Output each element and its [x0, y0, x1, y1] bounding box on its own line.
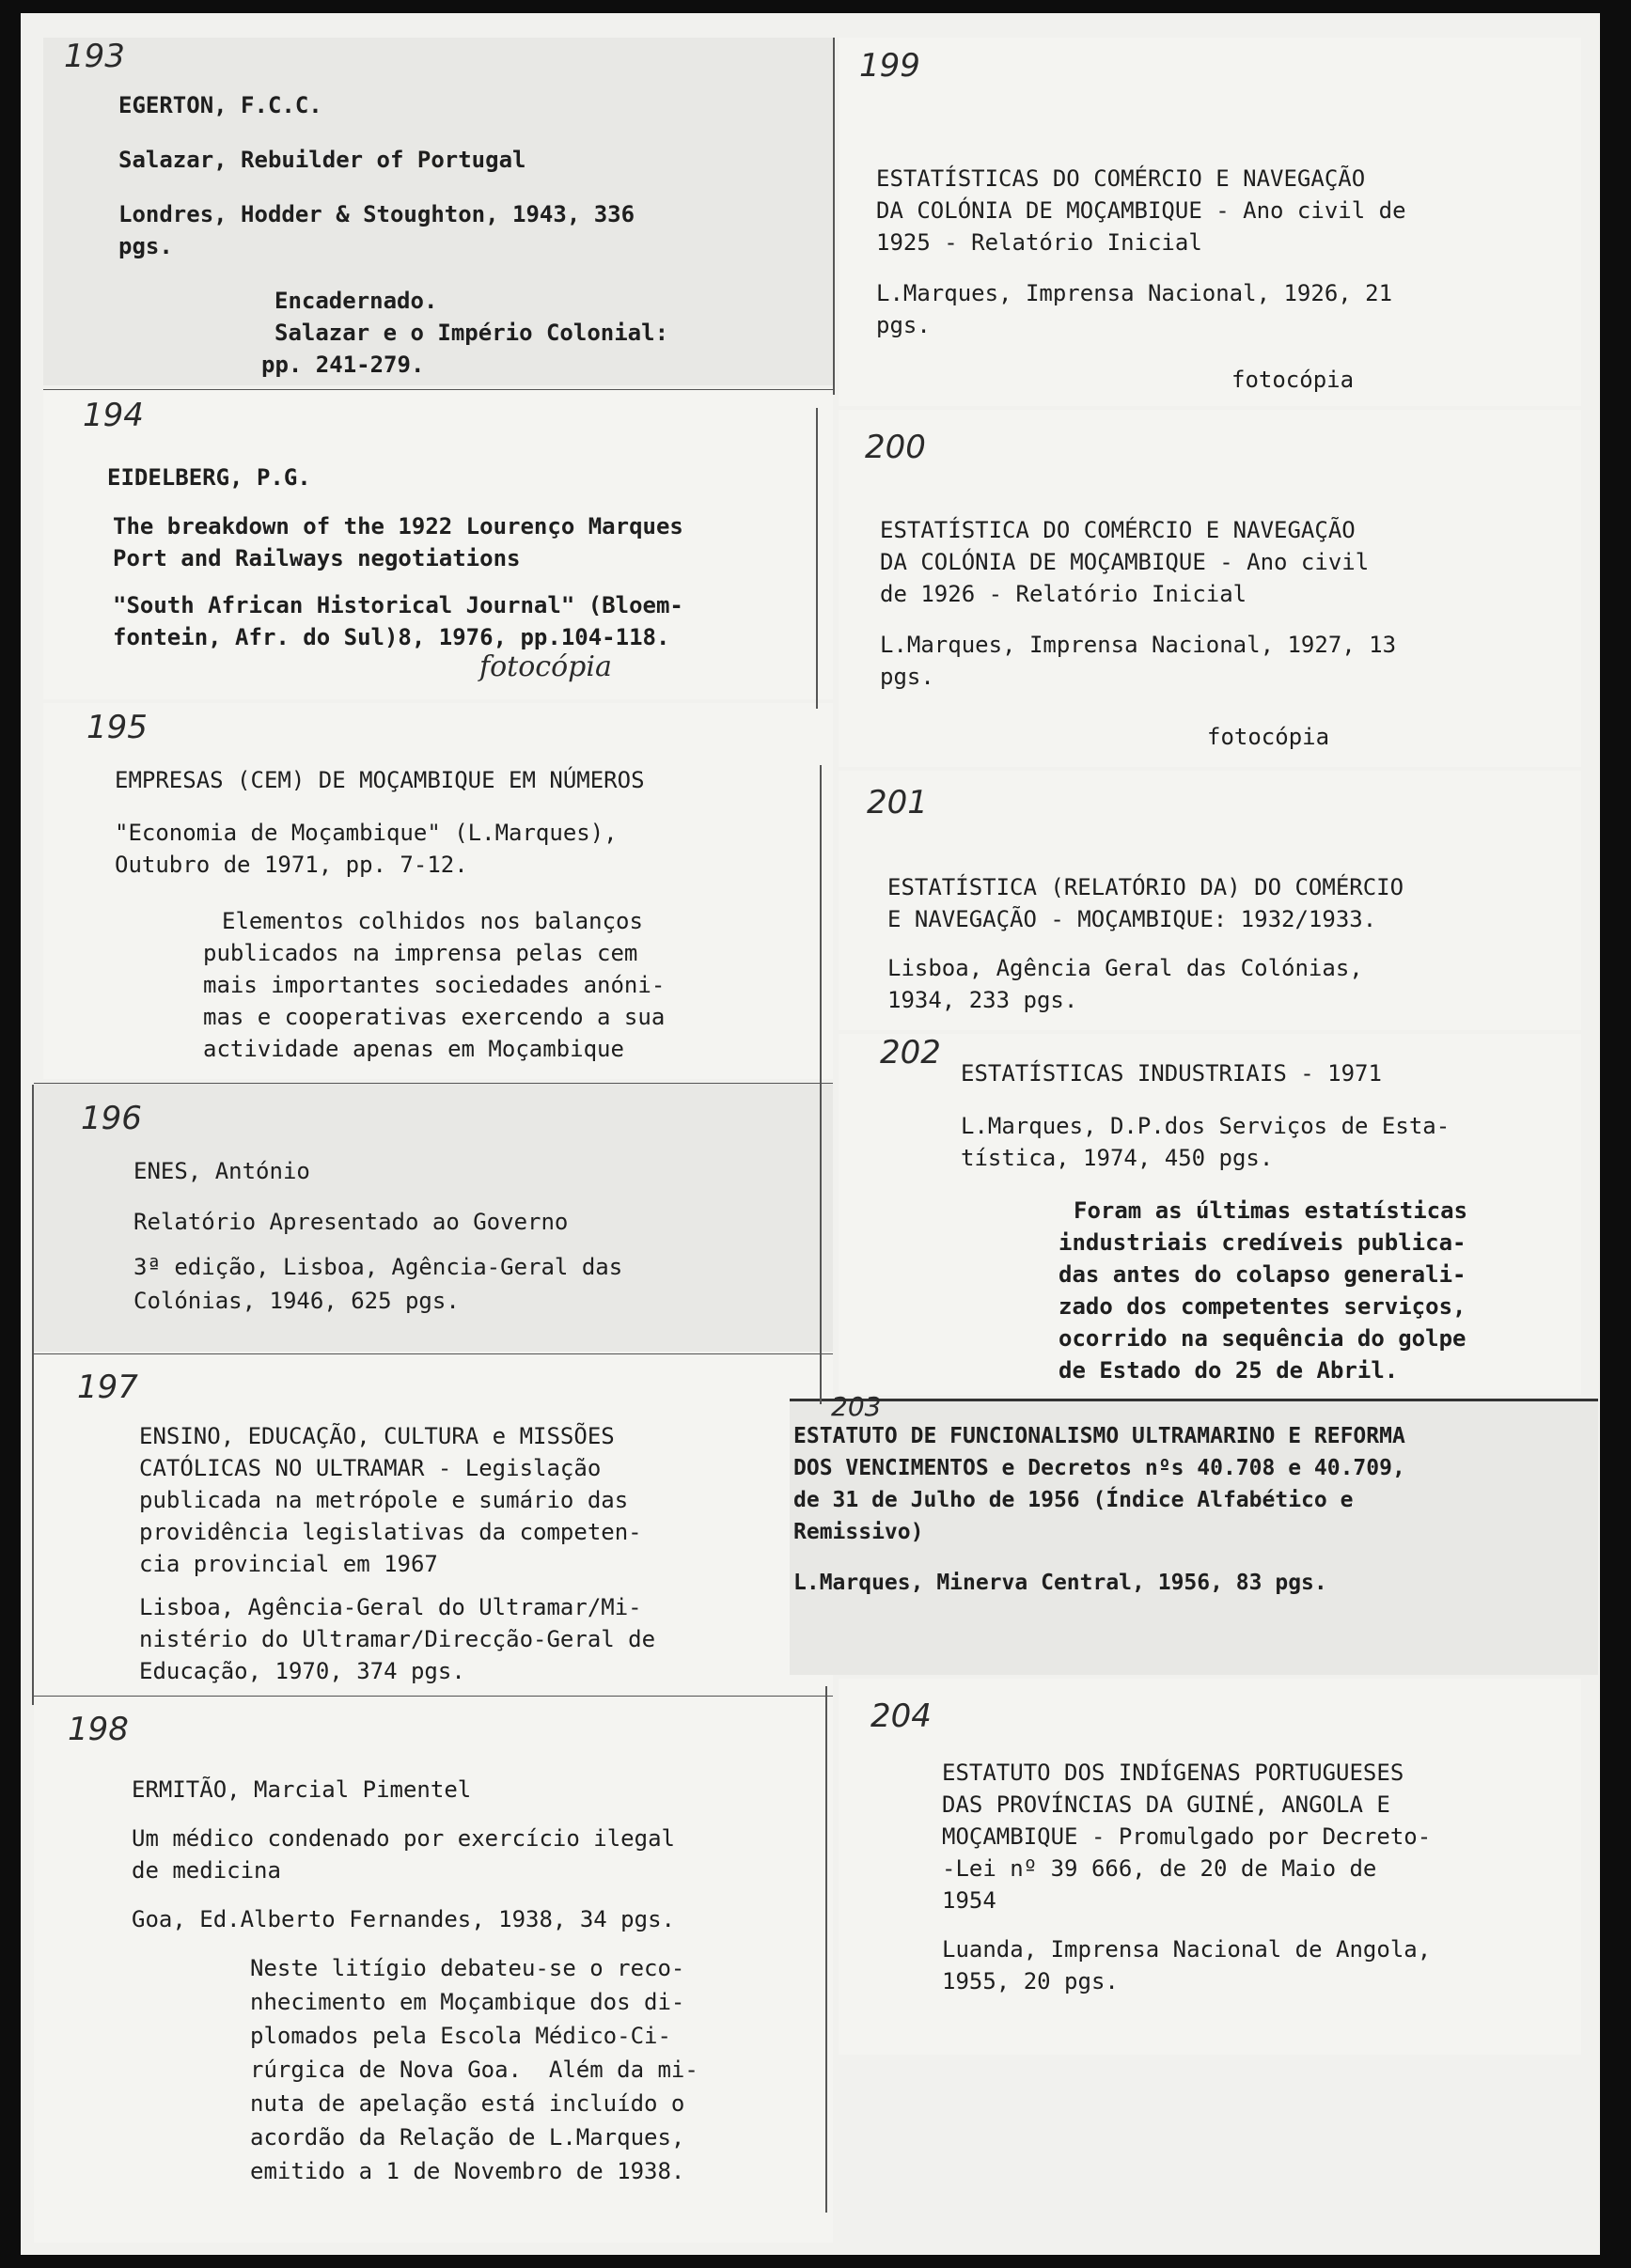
entry-publication: 3ª edição, Lisboa, Agência-Geral das	[133, 1254, 623, 1280]
entry-title-cont: 1954	[942, 1887, 996, 1914]
card-divider	[34, 1083, 833, 1084]
entry-card-201	[839, 771, 1581, 1030]
card-border-top	[790, 1399, 1598, 1401]
entry-title-cont: DA COLÓNIA DE MOÇAMBIQUE - Ano civil de	[876, 197, 1406, 224]
entry-title-cont: MOÇAMBIQUE - Promulgado por Decreto-	[942, 1823, 1432, 1850]
entry-publication: Goa, Ed.Alberto Fernandes, 1938, 34 pgs.	[132, 1906, 675, 1932]
entry-title: Um médico condenado por exercício ilegal	[132, 1825, 675, 1852]
entry-title: Salazar, Rebuilder of Portugal	[118, 147, 526, 173]
card-divider	[816, 408, 818, 709]
entry-title-cont: Port and Railways negotiations	[113, 545, 521, 571]
card-divider	[43, 389, 833, 390]
entry-number: 193	[64, 38, 125, 75]
entry-title-cont: publicada na metrópole e sumário das	[139, 1487, 629, 1513]
entry-card-194	[43, 389, 833, 699]
entry-title-cont: E NAVEGAÇÃO - MOÇAMBIQUE: 1932/1933.	[887, 906, 1377, 932]
entry-card-202	[839, 1034, 1581, 1395]
entry-title: ESTATÍSTICA (RELATÓRIO DA) DO COMÉRCIO	[887, 874, 1404, 900]
card-divider	[34, 1353, 833, 1354]
entry-publication-cont: pgs.	[880, 664, 934, 690]
entry-title-cont: de 1926 - Relatório Inicial	[880, 581, 1247, 607]
card-divider	[820, 765, 822, 1404]
entry-publication-cont: pgs.	[876, 312, 931, 338]
entry-note: fotocópia	[1231, 367, 1355, 393]
entry-card-204	[839, 1679, 1581, 2055]
entry-publication: L.Marques, Imprensa Nacional, 1926, 21	[876, 280, 1393, 306]
entry-note: plomados pela Escola Médico-Ci-	[250, 2023, 671, 2049]
entry-card-197	[34, 1355, 833, 1694]
entry-publication: L.Marques, Imprensa Nacional, 1927, 13	[880, 632, 1397, 658]
entry-author: EIDELBERG, P.G.	[107, 464, 311, 491]
entry-note: mas e cooperativas exercendo a sua	[203, 1004, 666, 1030]
entry-title-cont: DAS PROVÍNCIAS DA GUINÉ, ANGOLA E	[942, 1791, 1390, 1818]
entry-card-195	[43, 703, 833, 1079]
entry-number: 197	[77, 1369, 138, 1406]
entry-title: ESTATÍSTICAS INDUSTRIAIS - 1971	[961, 1060, 1382, 1087]
card-divider	[825, 1686, 827, 2213]
entry-publication-cont: fontein, Afr. do Sul)8, 1976, pp.104-118.	[113, 624, 670, 650]
entry-publication: Londres, Hodder & Stoughton, 1943, 336	[118, 201, 635, 227]
entry-publication-cont: 1934, 233 pgs.	[887, 987, 1078, 1013]
entry-publication-cont: Colónias, 1946, 625 pgs.	[133, 1288, 460, 1314]
entry-publication-cont: nistério do Ultramar/Direcção-Geral de	[139, 1626, 656, 1652]
entry-publication: Lisboa, Agência-Geral do Ultramar/Mi-	[139, 1594, 642, 1620]
entry-card-198	[34, 1697, 833, 2243]
entry-note: fotocópia	[1207, 724, 1330, 750]
entry-title: The breakdown of the 1922 Lourenço Marques	[113, 513, 683, 540]
card-divider	[34, 1696, 833, 1697]
entry-title: ESTATÍSTICA DO COMÉRCIO E NAVEGAÇÃO	[880, 517, 1356, 543]
entry-note: acordão da Relação de L.Marques,	[250, 2124, 685, 2151]
entry-title-cont: providência legislativas da competen-	[139, 1519, 642, 1545]
entry-title: ENSINO, EDUCAÇÃO, CULTURA e MISSÕES	[139, 1423, 615, 1449]
entry-author: EGERTON, F.C.C.	[118, 92, 322, 118]
entry-note: ocorrido na sequência do golpe	[1059, 1325, 1466, 1352]
entry-publication: "Economia de Moçambique" (L.Marques),	[115, 820, 618, 846]
entry-title-cont: -Lei nº 39 666, de 20 de Maio de	[942, 1855, 1377, 1882]
entry-publication: "South African Historical Journal" (Bloem-	[113, 592, 683, 618]
card-divider	[833, 38, 835, 395]
entry-author: ERMITÃO, Marcial Pimentel	[132, 1776, 472, 1803]
entry-publication: Lisboa, Agência Geral das Colónias,	[887, 955, 1363, 981]
entry-title-cont: Remissivo)	[793, 1520, 924, 1544]
entry-note: Salazar e o Império Colonial:	[274, 320, 669, 346]
entry-card-203	[790, 1391, 1598, 1675]
entry-number: 196	[81, 1100, 142, 1137]
card-divider	[32, 1085, 34, 1705]
entry-publication-cont: Educação, 1970, 374 pgs.	[139, 1658, 465, 1684]
entry-number: 195	[86, 709, 148, 746]
entry-title: EMPRESAS (CEM) DE MOÇAMBIQUE EM NÚMEROS	[115, 767, 645, 793]
entry-number: 204	[870, 1697, 932, 1735]
entry-note: Elementos colhidos nos balanços	[222, 908, 643, 934]
entry-title: ESTATUTO DE FUNCIONALISMO ULTRAMARINO E REFORMA	[793, 1424, 1405, 1448]
entry-card-196	[34, 1083, 833, 1352]
catalog-page	[21, 13, 1600, 2255]
entry-publication-cont: pgs.	[118, 233, 173, 259]
entry-publication: L.Marques, D.P.dos Serviços de Esta-	[961, 1113, 1451, 1139]
entry-publication: L.Marques, Minerva Central, 1956, 83 pgs.	[793, 1571, 1327, 1595]
entry-number: 200	[865, 429, 926, 466]
entry-note: nhecimento em Moçambique dos di-	[250, 1989, 685, 2015]
entry-title-cont: 1925 - Relatório Inicial	[876, 229, 1202, 256]
entry-title-cont: DA COLÓNIA DE MOÇAMBIQUE - Ano civil	[880, 549, 1370, 575]
handwritten-note: fotocópia	[479, 650, 612, 683]
entry-number: 199	[859, 47, 920, 85]
entry-note: Neste litígio debateu-se o reco-	[250, 1955, 685, 1981]
entry-note: publicados na imprensa pelas cem	[203, 940, 638, 966]
entry-note: pp. 241-279.	[261, 352, 425, 378]
entry-note: rúrgica de Nova Goa. Além da mi-	[250, 2057, 698, 2083]
entry-number: 194	[83, 397, 144, 434]
entry-number: 203	[831, 1391, 882, 1422]
entry-note: das antes do colapso generali-	[1059, 1261, 1466, 1288]
entry-note: mais importantes sociedades anóni-	[203, 972, 666, 998]
entry-note: Encadernado.	[274, 288, 438, 314]
entry-note: zado dos competentes serviços,	[1059, 1293, 1466, 1320]
entry-note: actividade apenas em Moçambique	[203, 1036, 624, 1062]
entry-note: industriais credíveis publica-	[1059, 1229, 1466, 1256]
entry-publication: Luanda, Imprensa Nacional de Angola,	[942, 1936, 1432, 1963]
entry-publication-cont: Outubro de 1971, pp. 7-12.	[115, 852, 468, 878]
entry-publication-cont: tística, 1974, 450 pgs.	[961, 1145, 1274, 1171]
entry-publication-cont: 1955, 20 pgs.	[942, 1968, 1119, 1994]
entry-card-200	[839, 410, 1581, 767]
entry-card-199	[839, 38, 1581, 406]
entry-note: de Estado do 25 de Abril.	[1059, 1357, 1399, 1384]
entry-title-cont: de 31 de Julho de 1956 (Índice Alfabético e	[793, 1488, 1354, 1512]
entry-title: ESTATÍSTICAS DO COMÉRCIO E NAVEGAÇÃO	[876, 165, 1366, 192]
entry-title-cont: CATÓLICAS NO ULTRAMAR - Legislação	[139, 1455, 602, 1481]
entry-note: Foram as últimas estatísticas	[1074, 1197, 1468, 1224]
entry-title: ESTATUTO DOS INDÍGENAS PORTUGUESES	[942, 1760, 1404, 1786]
entry-title-cont: cia provincial em 1967	[139, 1551, 438, 1577]
entry-number: 201	[867, 784, 928, 821]
entry-number: 198	[68, 1711, 129, 1748]
entry-note: nuta de apelação está incluído o	[250, 2090, 685, 2117]
entry-number: 202	[880, 1034, 941, 1071]
entry-title-cont: DOS VENCIMENTOS e Decretos nºs 40.708 e 40.709,	[793, 1456, 1405, 1480]
entry-title: Relatório Apresentado ao Governo	[133, 1209, 569, 1235]
entry-author: ENES, António	[133, 1158, 310, 1184]
entry-card-193	[43, 38, 833, 385]
entry-title-cont: de medicina	[132, 1857, 281, 1884]
entry-note: emitido a 1 de Novembro de 1938.	[250, 2158, 685, 2184]
